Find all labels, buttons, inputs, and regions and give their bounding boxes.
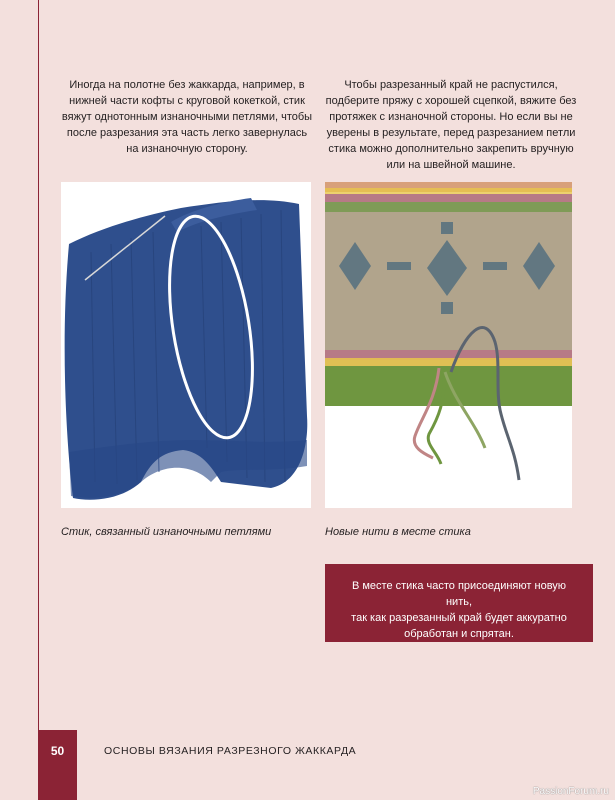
intro-paragraph-left: Иногда на полотне без жаккарда, например, в нижней части кофты с круговой кокеткой, стик вяжут однотонным изнаночными петлями, чтобы после разрезания эта часть легко завернулась на изнаночную сторону. bbox=[61, 79, 313, 155]
watermark: PassionForum.ru bbox=[532, 786, 609, 797]
tip-line-1: В месте стика часто присоединяют новую нить, bbox=[351, 580, 567, 608]
intro-paragraph-right: Чтобы разрезанный край не распустился, подберите пряжу с хорошей сцепкой, вяжите без протяжек с изнаночной стороны. Но если вы не уверены в результате, перед разрезанием петли стика можно дополнительно закрепить вручную или на швейной машине. bbox=[325, 79, 577, 171]
page-number-box bbox=[38, 730, 77, 800]
caption-left: Стик, связанный изнаночными петлями bbox=[61, 526, 272, 538]
caption-right: Новые нити в месте стика bbox=[325, 526, 471, 538]
page-number: 50 bbox=[50, 744, 65, 758]
tip-box bbox=[325, 564, 593, 642]
colorwork-knit-illustration bbox=[325, 182, 572, 508]
tip-line-2: так как разрезанный край будет аккуратно bbox=[351, 612, 567, 624]
photo-new-yarns bbox=[325, 182, 572, 508]
photo-purl-steek bbox=[61, 182, 311, 508]
section-title: ОСНОВЫ ВЯЗАНИЯ РАЗРЕЗНОГО ЖАККАРДА bbox=[104, 745, 357, 757]
tip-line-3: обработан и спрятан. bbox=[404, 628, 514, 640]
page-margin-rule bbox=[38, 0, 39, 800]
blue-knit-illustration bbox=[61, 182, 311, 508]
